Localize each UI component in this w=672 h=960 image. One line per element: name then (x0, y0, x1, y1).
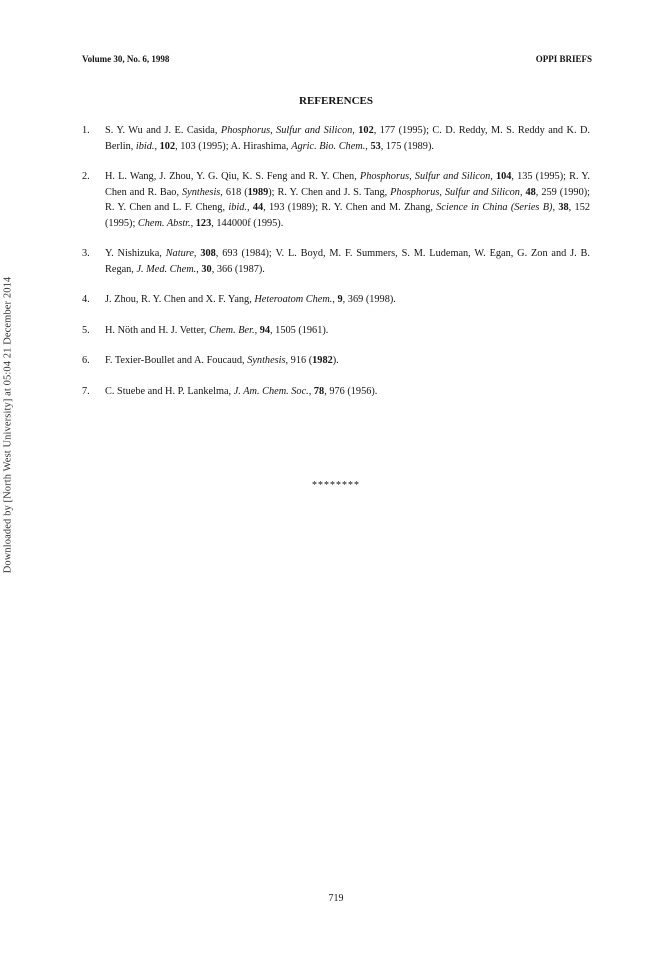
reference-item (82, 323, 590, 339)
reference-text: ); R. Y. Chen and J. S. Tang, (268, 186, 391, 198)
reference-item (82, 384, 590, 400)
reference-volume: 94 (259, 324, 271, 336)
reference-source: Synthesis (247, 355, 286, 366)
reference-text: , (154, 140, 160, 152)
reference-item (82, 169, 590, 231)
reference-source: Heteroatom Chem. (254, 294, 333, 305)
download-watermark (2, 190, 14, 660)
reference-text: , (246, 202, 253, 213)
reference-volume: 30 (201, 263, 212, 275)
reference-volume: 104 (495, 171, 512, 182)
reference-text: J. Zhou, R. Y. Chen and X. F. Yang, (105, 294, 255, 305)
reference-text: , 103 (1995); A. Hirashima, (175, 140, 292, 152)
reference-text: , (254, 324, 260, 336)
reference-text: C. Stuebe and H. P. Lankelma, (105, 385, 234, 397)
section-title: REFERENCES (299, 95, 373, 107)
reference-text: , (190, 217, 196, 229)
reference-text: H. Nöth and H. J. Vetter, (105, 324, 210, 336)
reference-number: 2. (82, 171, 90, 182)
download-watermark-text: Downloaded by [North West University] at 05:04 21 December 2014 (2, 276, 14, 574)
reference-text: , (196, 263, 202, 275)
reference-source: ibid. (228, 202, 247, 213)
reference-source: Science in China (Series B), (436, 202, 556, 213)
reference-text: , 369 (1998). (342, 294, 396, 305)
reference-source: Nature, (165, 248, 197, 259)
reference-item (82, 123, 590, 154)
reference-text: 618 ( (222, 186, 248, 198)
reference-volume: 1982 (312, 355, 333, 366)
reference-volume: 38 (558, 202, 569, 213)
reference-text: , 135 (1995); R. Y. Chen and R. Bao, (105, 171, 590, 198)
reference-text: , 693 (1984); V. L. Boyd, M. F. Summers, S. M. Ludeman, W. Egan, G. Zon and J. B. Regan, (105, 248, 591, 275)
reference-volume: 1989 (247, 186, 269, 198)
reference-text: H. L. Wang, J. Zhou, Y. G. Qiu, K. S. Feng and R. Y. Chen, (105, 171, 360, 182)
page-number: 719 (328, 893, 344, 904)
reference-source: Chem. Abstr. (137, 217, 191, 229)
reference-text: F. Texier-Boullet and A. Foucaud, (105, 355, 248, 366)
reference-text: , 152 (1995); (105, 202, 591, 229)
reference-text: , 1505 (1961). (270, 324, 329, 336)
reference-text: , 193 (1989); R. Y. Chen and M. Zhang, (263, 202, 437, 213)
reference-text: , 916 ( (285, 355, 313, 366)
reference-volume: 78 (313, 385, 325, 397)
reference-volume: 48 (525, 186, 536, 198)
reference-volume: 123 (195, 217, 212, 229)
reference-text: , 366 (1987). (211, 263, 265, 275)
running-header-volume: Volume 30, No. 6, 1998 (82, 54, 170, 64)
reference-volume: 9 (337, 294, 343, 305)
reference-source: Phosphorus, Sulfur and Silicon, (359, 171, 493, 182)
reference-source: Agric. Bio. Chem. (291, 140, 366, 152)
reference-source: Phosphorus, Sulfur and Silicon, (390, 186, 523, 198)
reference-source: ibid. (135, 140, 155, 152)
reference-number: 1. (82, 125, 90, 136)
reference-text: , 259 (1990); R. Y. Chen and L. F. Cheng, (105, 186, 591, 213)
reference-source: Phosphorus, Sulfur and Silicon, (220, 125, 355, 136)
reference-volume: 53 (370, 140, 381, 152)
running-header-journal: OPPI BRIEFS (535, 54, 592, 64)
reference-volume: 308 (200, 248, 216, 259)
reference-text: , 976 (1956). (324, 385, 378, 397)
reference-text: Y. Nishizuka, (105, 248, 166, 259)
end-separator: ******** (312, 480, 360, 491)
reference-volume: 44 (252, 202, 264, 213)
reference-number: 3. (82, 248, 90, 259)
reference-text: , (308, 385, 314, 397)
reference-source: J. Am. Chem. Soc. (233, 385, 309, 397)
reference-text: , 144000f (1995). (211, 217, 284, 229)
reference-item (82, 246, 590, 277)
reference-text: , 177 (1995); C. D. Reddy, M. S. Reddy and K. D. Berlin, (105, 125, 590, 152)
reference-text: , (365, 140, 371, 152)
reference-volume: 102 (358, 125, 374, 136)
reference-source: Synthesis, (181, 186, 223, 198)
reference-number: 4. (82, 294, 90, 305)
reference-source: Chem. Ber. (209, 324, 255, 336)
reference-text: S. Y. Wu and J. E. Casida, (105, 125, 221, 136)
reference-number: 6. (82, 355, 90, 366)
reference-source: J. Med. Chem. (136, 263, 197, 275)
reference-number: 7. (82, 385, 90, 397)
reference-list (82, 123, 590, 414)
reference-item (82, 353, 590, 369)
reference-text: , 175 (1989). (380, 140, 434, 152)
reference-volume: 102 (159, 140, 176, 152)
reference-item (82, 292, 590, 308)
reference-number: 5. (82, 324, 90, 336)
reference-text: , (332, 294, 338, 305)
reference-text: ). (332, 355, 339, 366)
